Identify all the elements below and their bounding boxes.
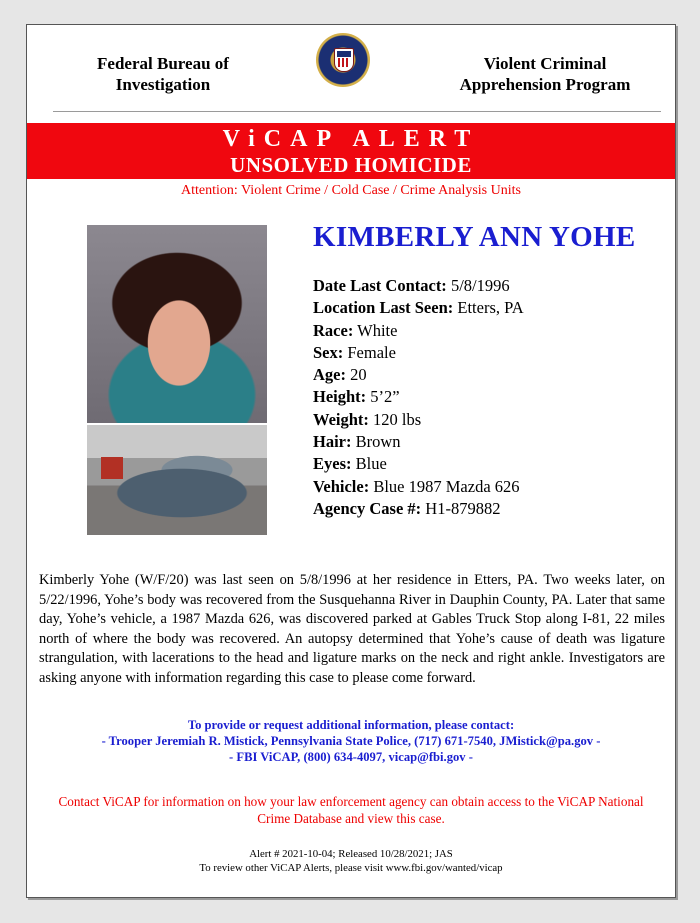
access-note: Contact ViCAP for information on how your law enforcement agency can obtain access to the ViCAP National Crime Database and view this case. <box>58 794 644 826</box>
agency-title: Federal Bureau of Investigation <box>97 54 229 94</box>
attention-line: Attention: Violent Crime / Cold Case / Crime Analysis Units <box>181 183 521 198</box>
contact-info <box>27 717 675 765</box>
fact-row: Weight: 120 lbs <box>313 409 422 429</box>
alert-poster <box>26 24 676 898</box>
fact-row: Race: White <box>313 320 398 340</box>
victim-name: KIMBERLY ANN YOHE <box>313 221 636 253</box>
fact-row: Sex: Female <box>313 342 396 362</box>
poster-footer <box>27 847 675 875</box>
fact-row: Date Last Contact: 5/8/1996 <box>313 276 510 295</box>
program-title: Violent Criminal Apprehension Program <box>459 54 631 94</box>
alert-info: Alert # 2021-10-04; Released 10/28/2021; JAS <box>249 848 453 860</box>
header-divider <box>53 111 661 112</box>
contact-fbi: - FBI ViCAP, (800) 634-4097, vicap@fbi.gov - <box>229 750 473 764</box>
fact-row: Height: 5’2” <box>313 387 400 407</box>
victim-photo <box>87 225 267 423</box>
case-narrative: Kimberly Yohe (W/F/20) was last seen on 5/8/1996 at her residence in Etters, PA. Two weeks later, on 5/22/1996, Yohe’s body was recovered from the Susquehanna River in Dauphin County, PA. Later that same day, Yohe’s vehicle, a 1987 Mazda 626, was discovered parked at Gables Truck Stop along I-81, 22 miles north of where the body was recovered. An autopsy determined that Yohe’s cause of death was ligature strangulation, with lacerations to the head and ligature marks on the neck and right ankle. Investigators are asking anyone with information regarding this case to please come forward. <box>39 572 665 686</box>
victim-facts <box>313 275 524 520</box>
vehicle-photo <box>87 425 267 535</box>
fact-row: Vehicle: Blue 1987 Mazda 626 <box>313 476 520 496</box>
fact-row: Location Last Seen: Etters, PA <box>313 298 524 318</box>
contact-intro: To provide or request additional information, please contact: <box>187 718 515 732</box>
alert-banner <box>27 123 675 179</box>
fbi-seal-icon <box>316 33 370 87</box>
fact-row: Agency Case #: H1-879882 <box>313 498 501 518</box>
poster-header <box>27 25 675 111</box>
fact-row: Eyes: Blue <box>313 454 387 474</box>
fact-row: Age: 20 <box>313 365 367 385</box>
visit-info: To review other ViCAP Alerts, please visit www.fbi.gov/wanted/vicap <box>199 862 503 874</box>
alert-type: ViCAP ALERT <box>222 126 480 152</box>
case-status: UNSOLVED HOMICIDE <box>230 153 472 177</box>
fact-row: Hair: Brown <box>313 432 401 452</box>
contact-trooper: - Trooper Jeremiah R. Mistick, Pennsylvania State Police, (717) 671-7540, JMistick@pa.gov - <box>101 734 601 748</box>
